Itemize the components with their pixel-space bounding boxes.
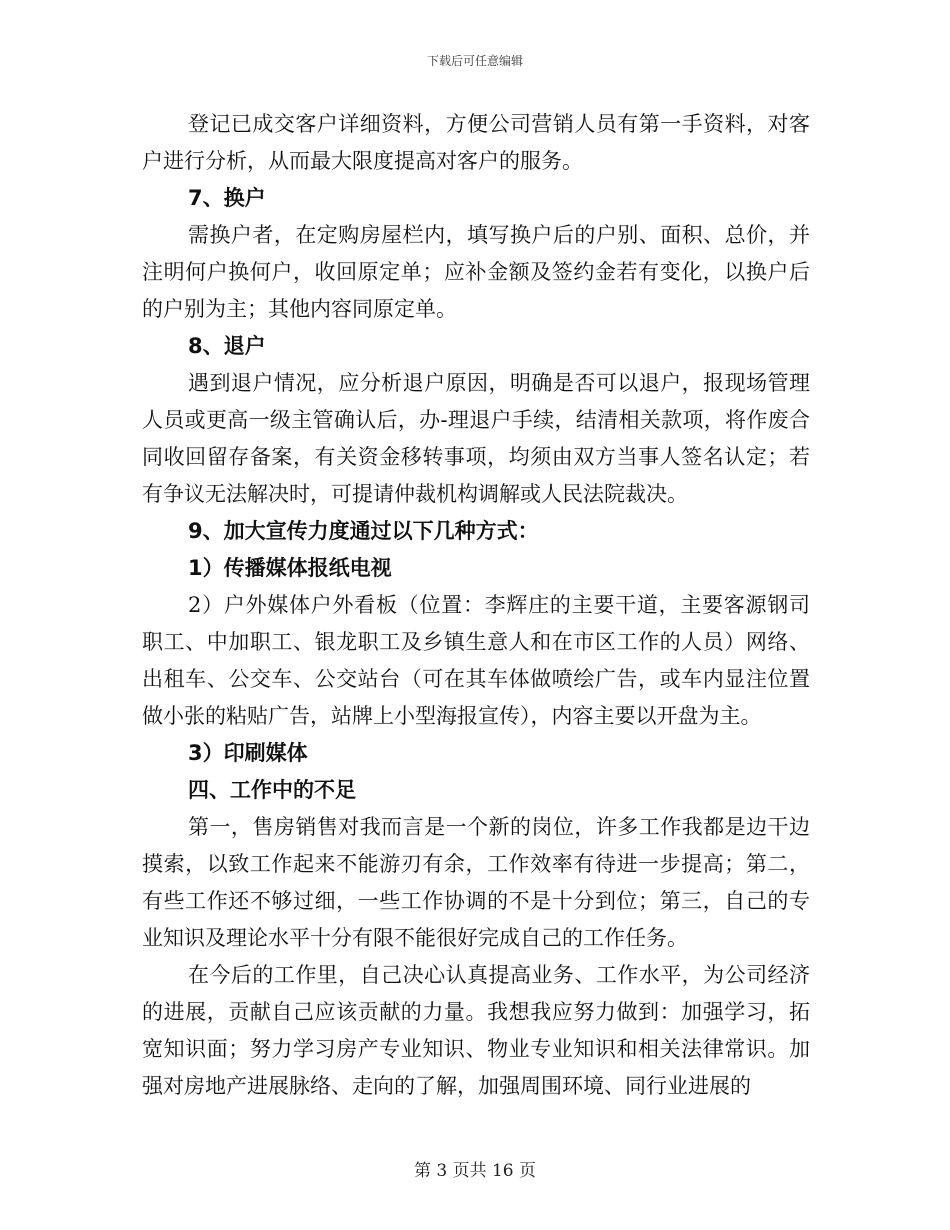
document-body [142, 106, 810, 1105]
part-4-heading: 四、工作中的不足 [188, 778, 356, 802]
intro-paragraph: 登记已成交客户详细资料，方便公司营销人员有第一手资料，对客户进行分析，从而最大限度提高对客户的服务。 [142, 112, 810, 173]
section-7-paragraph: 需换户者，在定购房屋栏内，填写换户后的户别、面积、总价，并注明何户换何户，收回原定单；应补金额及签约金若有变化，以换户后的户别为主；其他内容同原定单。 [142, 223, 810, 321]
future-paragraph: 在今后的工作里，自己决心认真提高业务、工作水平，为公司经济的进展，贡献自己应该贡献的力量。我想我应努力做到：加强学习，拓宽知识面；努力学习房产专业知识、物业专业知识和相关法律常识。加强对房地产进展脉络、走向的了解，加强周围环境、同行业进展的 [142, 963, 810, 1098]
media-1-heading: 1）传播媒体报纸电视 [188, 556, 392, 580]
section-8-heading: 8、退户 [188, 334, 266, 358]
section-9-heading: 9、加大宣传力度通过以下几种方式： [188, 519, 539, 543]
media-3-heading: 3）印刷媒体 [188, 741, 308, 765]
media-2-paragraph: 2）户外媒体户外看板（位置：李辉庄的主要干道，主要客源钢司职工、中加职工、银龙职工及乡镇生意人和在市区工作的人员）网络、出租车、公交车、公交站台（可在其车体做喷绘广告，或车内显注位置做小张的粘贴广告，站牌上小型海报宣传），内容主要以开盘为主。 [142, 593, 810, 728]
page-footer: 第 3 页共 16 页 [413, 1161, 537, 1181]
part-4-paragraph: 第一，售房销售对我而言是一个新的岗位，许多工作我都是边干边摸索，以致工作起来不能游刃有余，工作效率有待进一步提高；第二，有些工作还不够过细，一些工作协调的不是十分到位；第三，自己的专业知识及理论水平十分有限不能很好完成自己的工作任务。 [142, 815, 810, 950]
page-header: 下载后可任意编辑 [426, 54, 523, 68]
section-8-paragraph: 遇到退户情况，应分析退户原因，明确是否可以退户，报现场管理人员或更高一级主管确认后，办-理退户手续，结清相关款项，将作废合同收回留存备案，有关资金移转事项，均须由双方当事人签名认定；若有争议无法解决时，可提请仲裁机构调解或人民法院裁决。 [142, 371, 810, 506]
section-7-heading: 7、换户 [188, 186, 266, 210]
